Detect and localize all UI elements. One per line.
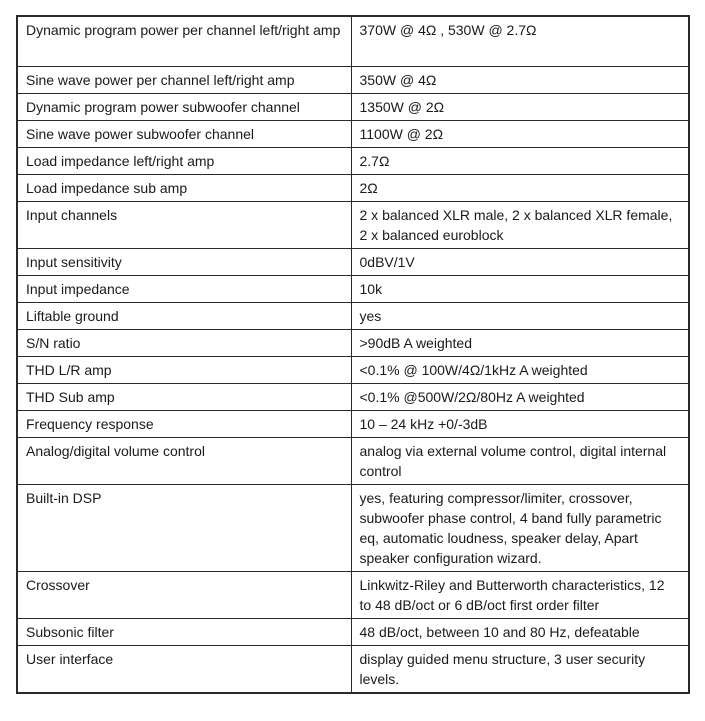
spec-row — [17, 357, 689, 384]
spec-value: <0.1% @ 100W/4Ω/1kHz A weighted — [351, 357, 689, 384]
spec-row — [17, 202, 689, 249]
spec-row — [17, 646, 689, 694]
spec-row — [17, 330, 689, 357]
spec-value: <0.1% @500W/2Ω/80Hz A weighted — [351, 384, 689, 411]
spec-label: Built-in DSP — [17, 485, 351, 572]
spec-value: yes — [351, 303, 689, 330]
spec-label: Frequency response — [17, 411, 351, 438]
spec-value: 370W @ 4Ω , 530W @ 2.7Ω — [351, 16, 689, 67]
spec-row — [17, 619, 689, 646]
spec-label: Load impedance sub amp — [17, 175, 351, 202]
spec-label: Input sensitivity — [17, 249, 351, 276]
spec-row — [17, 384, 689, 411]
spec-table — [16, 15, 690, 694]
spec-label: User interface — [17, 646, 351, 694]
spec-value: 350W @ 4Ω — [351, 67, 689, 94]
spec-value: 48 dB/oct, between 10 and 80 Hz, defeatable — [351, 619, 689, 646]
spec-label: THD Sub amp — [17, 384, 351, 411]
spec-value: 10k — [351, 276, 689, 303]
spec-row — [17, 485, 689, 572]
spec-label: Subsonic filter — [17, 619, 351, 646]
spec-label: Dynamic program power per channel left/right amp — [17, 16, 351, 67]
spec-label: Liftable ground — [17, 303, 351, 330]
spec-row — [17, 411, 689, 438]
spec-row — [17, 121, 689, 148]
spec-value: yes, featuring compressor/limiter, crossover, subwoofer phase control, 4 band fully parametric eq, automatic loudness, speaker delay, Apart speaker configuration wizard. — [351, 485, 689, 572]
spec-row — [17, 175, 689, 202]
spec-value: 2Ω — [351, 175, 689, 202]
spec-row — [17, 16, 689, 67]
spec-row — [17, 572, 689, 619]
spec-row — [17, 276, 689, 303]
spec-label: Input channels — [17, 202, 351, 249]
spec-value: 1100W @ 2Ω — [351, 121, 689, 148]
spec-value: display guided menu structure, 3 user security levels. — [351, 646, 689, 694]
spec-value: 1350W @ 2Ω — [351, 94, 689, 121]
spec-row — [17, 67, 689, 94]
spec-label: Input impedance — [17, 276, 351, 303]
spec-row — [17, 438, 689, 485]
spec-row — [17, 94, 689, 121]
spec-row — [17, 148, 689, 175]
spec-value: 0dBV/1V — [351, 249, 689, 276]
spec-value: >90dB A weighted — [351, 330, 689, 357]
spec-label: S/N ratio — [17, 330, 351, 357]
spec-row — [17, 249, 689, 276]
spec-label: Sine wave power per channel left/right amp — [17, 67, 351, 94]
spec-table-body — [17, 16, 689, 693]
spec-value: 2.7Ω — [351, 148, 689, 175]
spec-label: Crossover — [17, 572, 351, 619]
spec-row — [17, 303, 689, 330]
spec-label: Dynamic program power subwoofer channel — [17, 94, 351, 121]
spec-value: analog via external volume control, digital internal control — [351, 438, 689, 485]
spec-value: 2 x balanced XLR male, 2 x balanced XLR female, 2 x balanced euroblock — [351, 202, 689, 249]
spec-label: Sine wave power subwoofer channel — [17, 121, 351, 148]
spec-value: Linkwitz-Riley and Butterworth characteristics, 12 to 48 dB/oct or 6 dB/oct first order filter — [351, 572, 689, 619]
spec-label: THD L/R amp — [17, 357, 351, 384]
spec-value: 10 – 24 kHz +0/-3dB — [351, 411, 689, 438]
spec-label: Analog/digital volume control — [17, 438, 351, 485]
spec-label: Load impedance left/right amp — [17, 148, 351, 175]
